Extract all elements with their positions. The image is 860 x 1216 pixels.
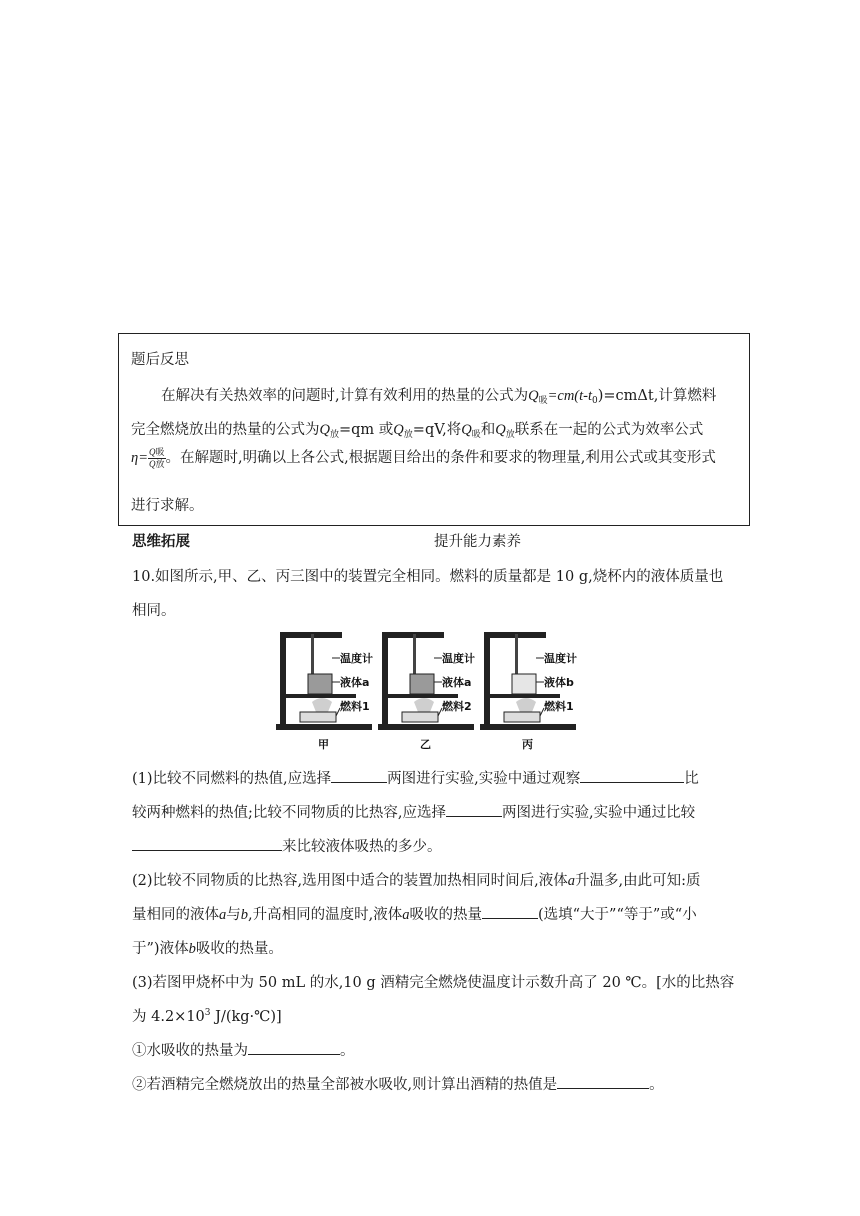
text: 量相同的液体 [132, 907, 219, 923]
text: (2)比较不同物质的比热容,选用图中适合的装置加热相同时间后,液体 [132, 873, 568, 889]
text: J/(kg·℃)] [210, 1009, 282, 1025]
label-liquid-bing: 液体b [544, 676, 574, 689]
caption-yi: 乙 [420, 738, 431, 751]
caption-bing: 丙 [522, 738, 533, 751]
text: (选填“大于”“等于”或“小 [537, 907, 697, 923]
answer-blank[interactable] [557, 1074, 649, 1089]
text: ①水吸收的热量为 [132, 1043, 248, 1059]
text: 两图进行实验,实验中通过比较 [502, 805, 696, 821]
label-fuel-yi: 燃料2 [442, 700, 472, 713]
label-liquid-yi: 液体a [442, 676, 472, 689]
formula: =qm 或 [339, 422, 394, 438]
reflection-line-2 [131, 418, 703, 440]
text: 比 [684, 771, 699, 787]
symbol-q: Q [461, 422, 472, 438]
section-right-title: 提升能力素养 [434, 534, 521, 550]
reflection-line-1 [161, 384, 716, 406]
answer-blank[interactable] [446, 802, 502, 817]
efficiency-fraction [148, 447, 166, 470]
formula: =cm(t-t [547, 388, 593, 404]
text: ,升高相同的温度时,液体 [248, 907, 403, 923]
q10-part2-line-1 [132, 869, 701, 890]
apparatus-figure [276, 628, 596, 758]
var-a: a [567, 873, 576, 889]
symbol-q: Q [393, 422, 404, 438]
text: 于”)液体 [132, 941, 189, 957]
var-b: b [188, 941, 196, 957]
text: 完全燃烧放出的热量的公式为 [131, 422, 320, 438]
reflection-line-4: 进行求解。 [131, 498, 204, 514]
q10-part1-line-2 [132, 801, 695, 822]
symbol-eta: η= [131, 450, 148, 466]
label-thermometer-bing: 温度计 [544, 652, 577, 665]
text: 吸收的热量 [409, 907, 482, 923]
q10-stem-line-1: 10.如图所示,甲、乙、丙三图中的装置完全相同。燃料的质量都是 10 g,烧杯内的液体质量也 [132, 569, 724, 585]
symbol-q: Q [148, 446, 156, 457]
text: 较两种燃料的热值;比较不同物质的比热容,应选择 [132, 805, 446, 821]
q10-stem-line-2: 相同。 [132, 603, 176, 619]
label-fuel-bing: 燃料1 [544, 700, 574, 713]
subscript: 放 [329, 430, 339, 440]
q10-part3-line-1: (3)若图甲烧杯中为 50 mL 的水,10 g 酒精完全燃烧使温度计示数升高了 20 ℃。[水的比热容 [132, 975, 735, 991]
section-left-title: 思维拓展 [132, 534, 190, 550]
q10-part3-q2 [132, 1073, 664, 1094]
text: 。 [649, 1077, 664, 1093]
answer-blank[interactable] [132, 836, 282, 851]
text: 两图进行实验,实验中通过观察 [387, 771, 581, 787]
label-liquid-jia: 液体a [340, 676, 370, 689]
q10-part1-line-3 [132, 835, 442, 856]
exponent: 3 [204, 1008, 211, 1019]
reflection-line-3: η= $\frac{\text{Q吸}}{\text{Q放}}$ 。在解题时,明确以上各公式,根据题目给出的条件和要求的物理量,利用公式或其变形式 [131, 446, 716, 470]
text: 与 [226, 907, 241, 923]
text: 联系在一起的公式为效率公式 [514, 422, 704, 438]
text: 和 [480, 422, 496, 438]
answer-blank[interactable] [331, 768, 387, 783]
formula: )=cmΔt,计算燃料 [597, 388, 717, 404]
reflection-title: 题后反思 [131, 352, 189, 368]
symbol-q: Q [495, 422, 506, 438]
subscript: 吸 [155, 447, 165, 458]
text: 来比较液体吸热的多少。 [282, 839, 442, 855]
label-fuel-jia: 燃料1 [340, 700, 370, 713]
symbol-q: Q [319, 422, 330, 438]
symbol-q: Q [148, 458, 156, 469]
subscript: 放 [155, 459, 165, 470]
text: 为 4.2×10 [132, 1009, 205, 1025]
answer-blank[interactable] [482, 904, 538, 919]
subscript: 吸 [471, 430, 481, 440]
caption-jia: 甲 [318, 738, 329, 751]
q10-part2-line-2 [132, 903, 697, 924]
symbol-q: Q [528, 388, 539, 404]
var-b: b [240, 907, 248, 923]
subscript: 0 [592, 396, 598, 406]
var-a: a [219, 907, 227, 923]
subscript: 放 [403, 430, 413, 440]
text: 。 [340, 1043, 355, 1059]
text: 升温多,由此可知:质 [575, 873, 701, 889]
var-a: a [402, 907, 410, 923]
q10-part3-line-2 [132, 1005, 282, 1026]
q10-part1-line-1 [132, 767, 699, 788]
text: 在解决有关热效率的问题时,计算有效利用的热量的公式为 [161, 388, 529, 404]
text: 吸收的热量。 [195, 941, 283, 957]
answer-blank[interactable] [580, 768, 684, 783]
text: 在解题时,明确以上各公式,根据题目给出的条件和要求的物理量,利用公式或其变形式 [180, 450, 716, 466]
subscript: 吸 [538, 396, 548, 406]
text: (1)比较不同燃料的热值,应选择 [132, 771, 332, 787]
label-thermometer-yi: 温度计 [442, 652, 475, 665]
q10-part3-q1 [132, 1039, 355, 1060]
q10-part2-line-3 [132, 937, 283, 958]
label-thermometer-jia: 温度计 [340, 652, 373, 665]
subscript: 放 [505, 430, 515, 440]
formula: =qV,将 [412, 422, 462, 438]
answer-blank[interactable] [248, 1040, 340, 1055]
reflection-box [118, 333, 750, 526]
text: ②若酒精完全燃烧放出的热量全部被水吸收,则计算出酒精的热值是 [132, 1077, 558, 1093]
